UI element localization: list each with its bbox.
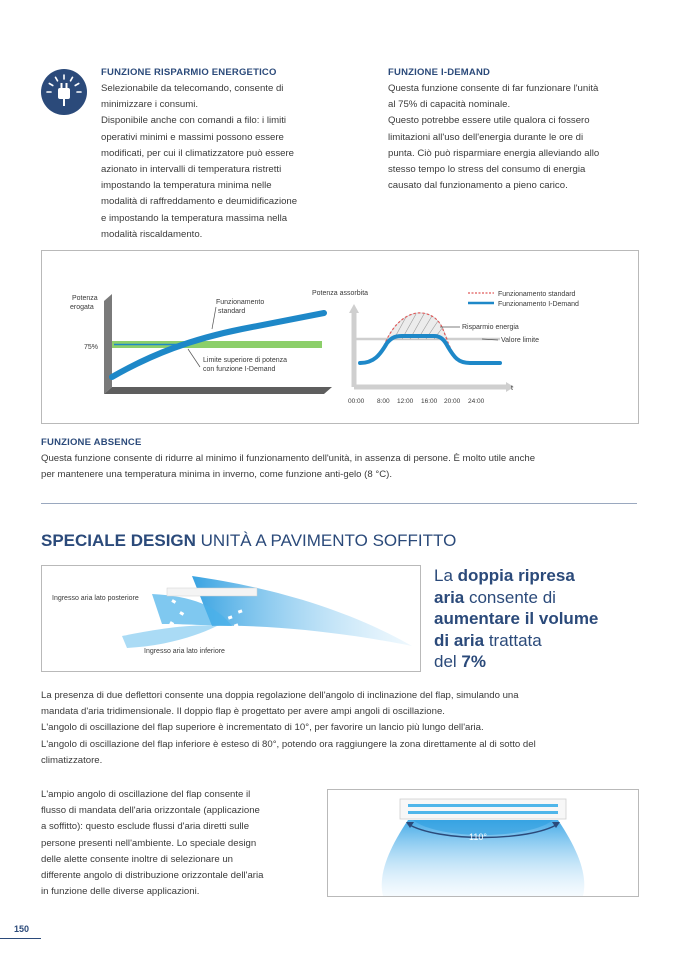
std-label-1: Funzionamento xyxy=(216,299,265,306)
legend-idemand: Funzionamento I-Demand xyxy=(498,301,579,308)
text-line: impostando la temperatura minima nelle xyxy=(101,180,272,192)
absence-title: FUNZIONE ABSENCE xyxy=(41,437,142,448)
x-tick: 24:00 xyxy=(468,398,485,405)
text-line: a soffitto): questo esclude flussi d'aria diretti sulle xyxy=(41,821,250,833)
idemand-text xyxy=(388,81,638,194)
text-line: L'ampio angolo di oscillazione del flap consente il xyxy=(41,789,251,800)
text-line: limitazioni all'uso dell'energia durante le ore di xyxy=(388,131,584,143)
legend-standard: Funzionamento standard xyxy=(498,291,576,298)
text-line: climatizzatore. xyxy=(41,754,103,766)
text-line: La presenza di due deflettori consente una doppia regolazione dell'angolo di inclinazione del flap, simulando una xyxy=(41,690,519,701)
text-line: modalità riscaldamento. xyxy=(101,228,203,240)
power-absorbed-title: Potenza assorbita xyxy=(312,290,369,297)
x-tick: 20:00 xyxy=(444,398,461,405)
text-line: Questo potrebbe essere utile qualora ci fossero xyxy=(388,115,590,127)
energy-saving-title: FUNZIONE RISPARMIO ENERGETICO xyxy=(101,67,277,78)
img-label-rear: Ingresso aria lato posteriore xyxy=(52,595,139,602)
ylabel-2: erogata xyxy=(70,304,94,311)
text-line: stesso tempo lo stress del consumo di energia xyxy=(388,164,586,176)
text-line: differente angolo di distribuzione orizzontale dell'aria xyxy=(41,870,264,882)
limit-label-2: con funzione I-Demand xyxy=(203,366,276,373)
hl-text: La xyxy=(434,566,458,585)
hl-text: del xyxy=(434,652,462,671)
angle-label: 110° xyxy=(469,832,487,842)
pct-label: 75% xyxy=(84,344,99,351)
idemand-diagram-box xyxy=(41,250,639,424)
idemand-title: FUNZIONE I-DEMAND xyxy=(388,67,491,78)
std-label-2: standard xyxy=(218,308,246,315)
text-line: Questa funzione consente di far funzionare l'unità xyxy=(388,83,599,94)
text-line: Selezionabile da telecomando, consente di xyxy=(101,83,284,94)
hl-text: trattata xyxy=(484,630,542,650)
text-line: flusso di mandata dell'aria orizzontale (applicazione xyxy=(41,805,260,817)
text-line: in funzione delle diverse applicazioni. xyxy=(41,886,200,898)
hl-bold: 7% xyxy=(461,652,486,671)
text-line: operativi minimi e massimi possono essere xyxy=(101,131,284,143)
hl-bold: doppia ripresa xyxy=(457,566,575,585)
text-line: Disponibile anche con comandi a filo: i limiti xyxy=(101,115,287,127)
power-absorbed-diagram xyxy=(312,290,579,405)
x-tick: 00:00 xyxy=(348,398,365,405)
text-line: e impostando la temperatura massima nella xyxy=(101,212,288,224)
text-line: L'angolo di oscillazione del flap superiore è incrementato di 10°, per favorire un lancio più lungo dell'aria. xyxy=(41,722,484,734)
x-tick: 8:00 xyxy=(377,398,390,405)
design-title-bold: SPECIALE DESIGN xyxy=(41,531,196,550)
text-line: persone presenti nell'ambiente. Lo speciale design xyxy=(41,837,257,849)
text-line: modalità di raffreddamento e deumidificazione xyxy=(101,196,298,208)
text-line: L'angolo di oscillazione del flap inferiore è esteso di 80°, potendo ora raggiungere la zona direttamente al di sotto del xyxy=(41,738,536,750)
hl-bold: aumentare il volume xyxy=(434,609,599,628)
design-body-text xyxy=(41,688,641,769)
hl-text: consente di xyxy=(464,587,556,607)
limit-value-label: Valore limite xyxy=(501,337,539,344)
text-line: delle alette consente inoltre di selezionare un xyxy=(41,853,234,865)
design-title xyxy=(41,531,456,551)
text-line: punta. Ciò può risparmiare energia alleviando allo xyxy=(388,147,600,159)
saving-label: Risparmio energia xyxy=(462,324,519,331)
plug-power-icon xyxy=(40,68,88,116)
text-line: minimizzare i consumi. xyxy=(101,99,199,111)
design-title-rest: UNITÀ A PAVIMENTO SOFFITTO xyxy=(195,531,457,550)
limit-label-1: Limite superiore di potenza xyxy=(203,357,288,364)
t-axis-label: t xyxy=(511,385,513,392)
text-line: per mantenere una temperatura minima in inverno, come funzione anti-gelo (8 °C). xyxy=(41,469,392,481)
text-line: mandata d'aria tridimensionale. Il doppio flap è progettato per avere ampi angoli di oscillazione. xyxy=(41,706,445,718)
page-number-rule xyxy=(0,938,41,939)
hl-bold: aria xyxy=(434,587,465,607)
section-divider xyxy=(41,503,637,504)
text-line: modificati, per cui il climatizzatore può essere xyxy=(101,147,295,159)
hl-bold: di aria xyxy=(434,630,485,650)
text-line: Questa funzione consente di ridurre al minimo il funzionamento dell'unità, in assenza di persone. È molto utile anche xyxy=(41,453,536,464)
text-line: al 75% di capacità nominale. xyxy=(388,99,511,111)
x-tick: 16:00 xyxy=(421,398,438,405)
flap-angle-text xyxy=(41,787,305,900)
x-tick: 12:00 xyxy=(397,398,414,405)
img-label-bottom: Ingresso aria lato inferiore xyxy=(144,648,225,655)
design-highlight xyxy=(434,565,598,673)
absence-text xyxy=(41,451,641,483)
power-output-diagram xyxy=(70,294,332,394)
text-line: azionato in intervalli di temperatura ristretti xyxy=(101,164,282,176)
ylabel-1: Potenza xyxy=(72,295,98,302)
energy-saving-text xyxy=(101,81,350,243)
page-number: 150 xyxy=(14,924,30,934)
text-line: causato dal funzionamento a pieno carico. xyxy=(388,180,568,192)
ceiling-unit-image xyxy=(327,789,639,897)
double-intake-image xyxy=(41,565,421,672)
